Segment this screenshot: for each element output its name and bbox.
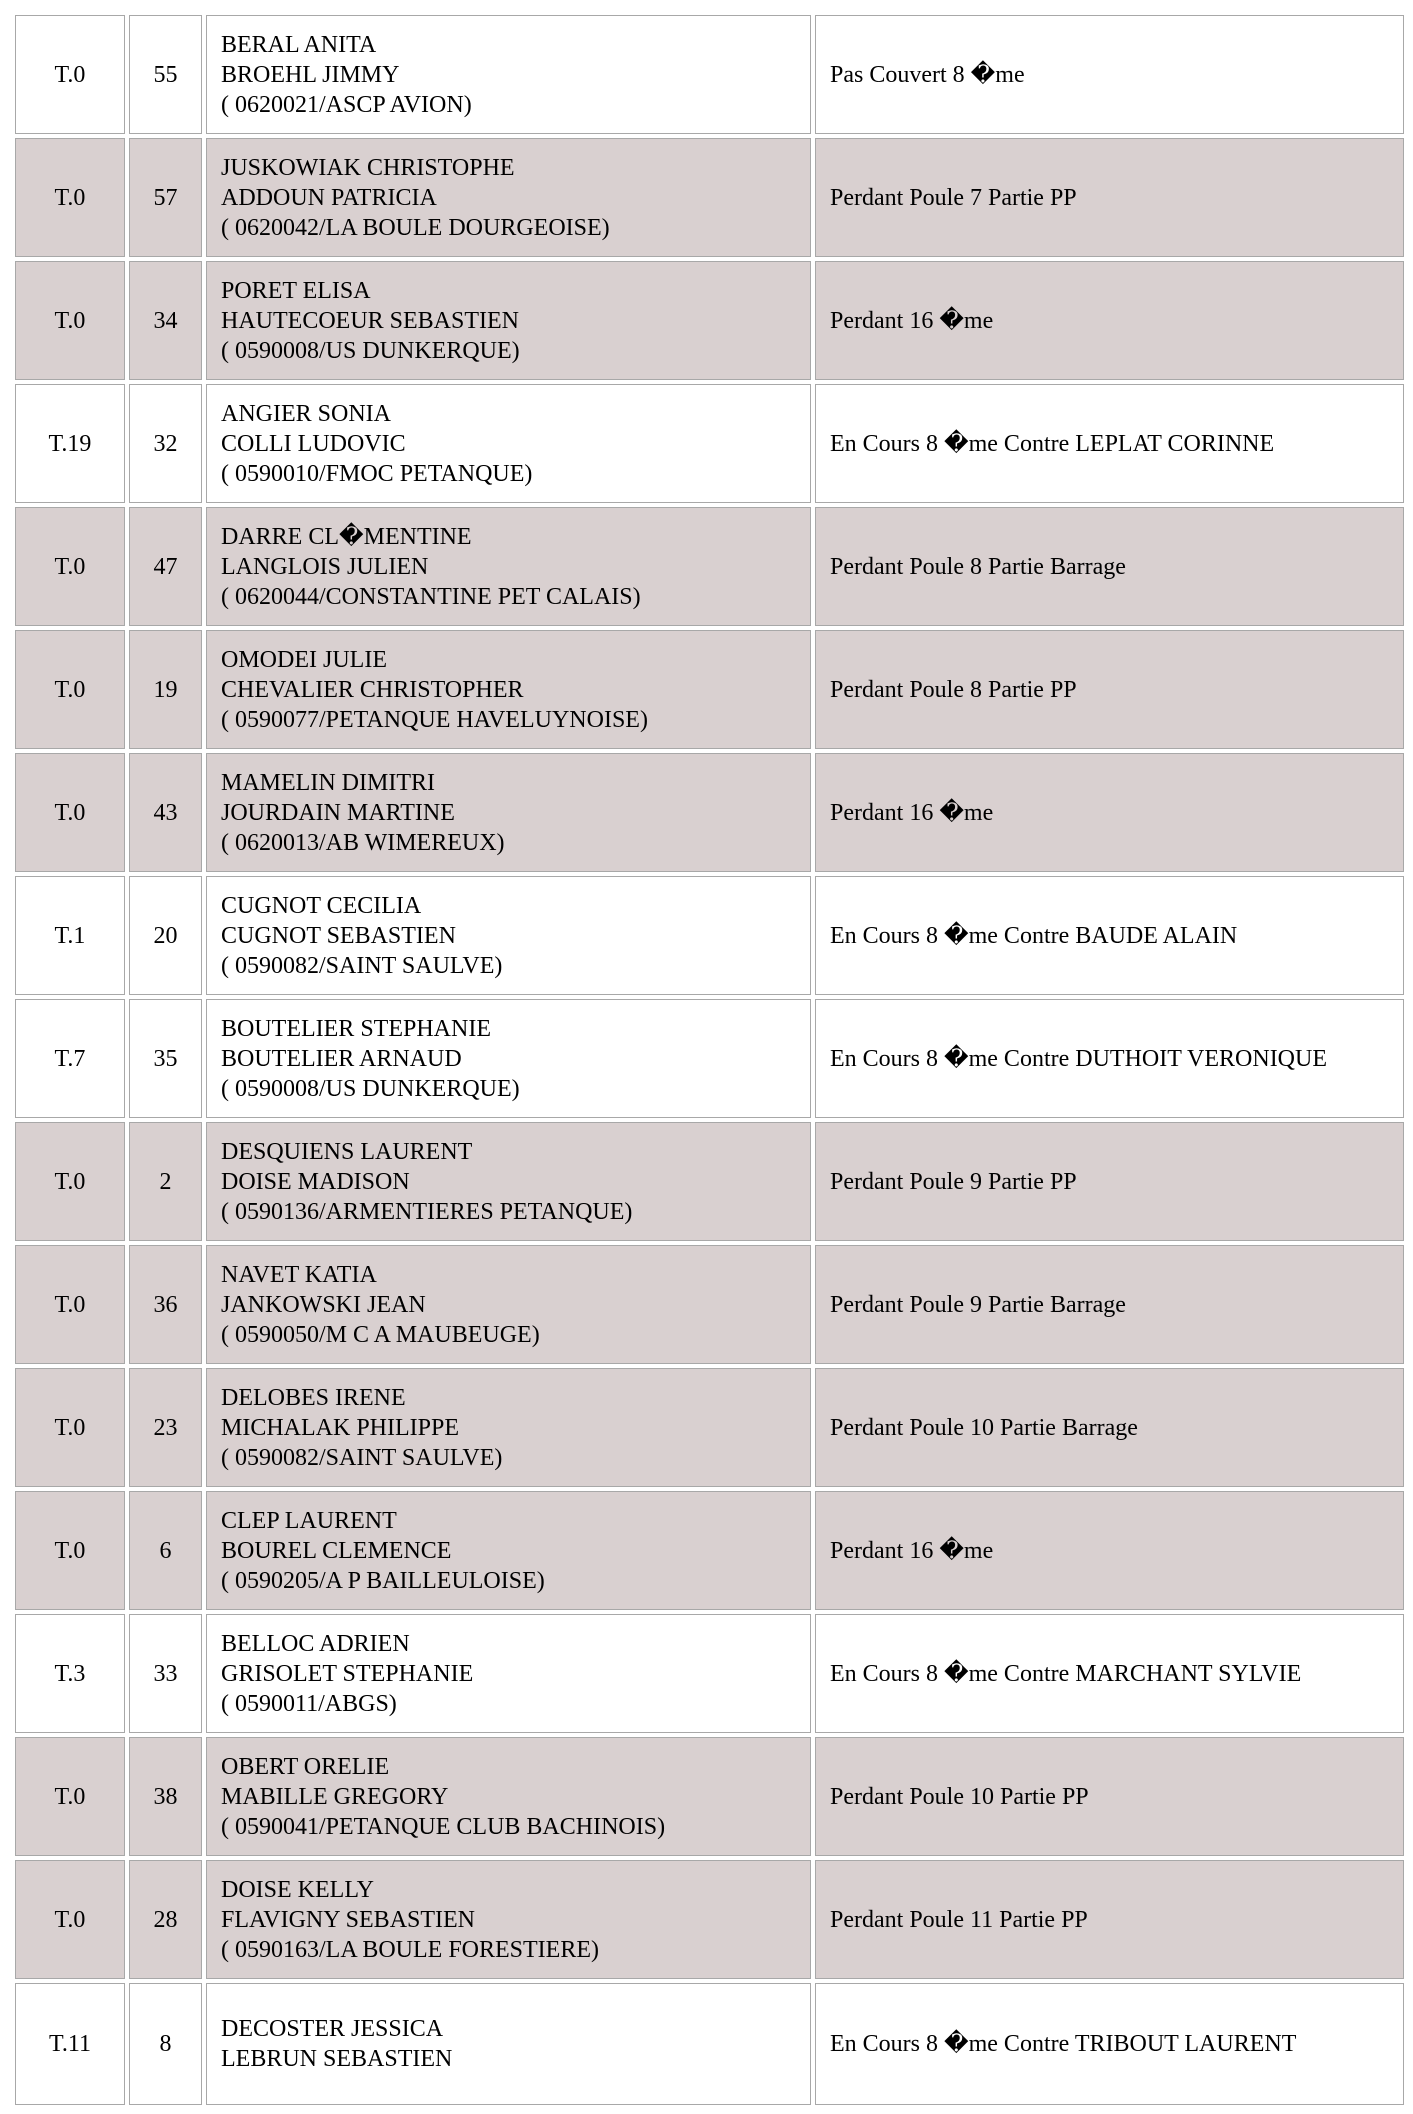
status-cell: Perdant 16 �me [815, 1491, 1404, 1610]
player-name: BOUTELIER STEPHANIE [221, 1015, 491, 1042]
club-name: ( 0590010/FMOC PETANQUE) [221, 460, 533, 487]
player-name: CUGNOT CECILIA [221, 892, 422, 919]
table-number-cell: T.11 [15, 1983, 125, 2105]
team-number-cell: 47 [129, 507, 202, 626]
team-number-cell: 43 [129, 753, 202, 872]
player-name: BROEHL JIMMY [221, 61, 400, 88]
player-name: GRISOLET STEPHANIE [221, 1660, 474, 1687]
player-name: DECOSTER JESSICA [221, 2016, 444, 2042]
table-row [15, 1368, 1404, 1487]
table-number-cell: T.0 [15, 1737, 125, 1856]
player-name: MABILLE GREGORY [221, 1783, 449, 1810]
team-number-cell: 36 [129, 1245, 202, 1364]
player-name: DESQUIENS LAURENT [221, 1138, 473, 1165]
player-name: OMODEI JULIE [221, 646, 387, 673]
table-number-cell: T.0 [15, 138, 125, 257]
player-name: BERAL ANITA [221, 31, 377, 58]
team-cell [206, 1368, 811, 1487]
table-number-cell: T.0 [15, 1860, 125, 1979]
team-number-cell: 2 [129, 1122, 202, 1241]
status-cell: Pas Couvert 8 �me [815, 15, 1404, 134]
player-name: COLLI LUDOVIC [221, 430, 406, 457]
team-cell [206, 15, 811, 134]
player-name: DOISE MADISON [221, 1168, 410, 1195]
table-row [15, 999, 1404, 1118]
table-number-cell: T.0 [15, 261, 125, 380]
table-row [15, 1614, 1404, 1733]
player-name: CLEP LAURENT [221, 1507, 397, 1534]
player-name: JOURDAIN MARTINE [221, 799, 455, 826]
status-cell: Perdant Poule 9 Partie PP [815, 1122, 1404, 1241]
team-number-cell: 34 [129, 261, 202, 380]
status-cell: Perdant Poule 10 Partie Barrage [815, 1368, 1404, 1487]
player-name: ANGIER SONIA [221, 400, 391, 427]
table-number-cell: T.7 [15, 999, 125, 1118]
team-number-cell: 28 [129, 1860, 202, 1979]
table-row [15, 15, 1404, 134]
team-number-cell: 38 [129, 1737, 202, 1856]
status-cell: Perdant Poule 8 Partie Barrage [815, 507, 1404, 626]
club-name: ( 0590163/LA BOULE FORESTIERE) [221, 1936, 599, 1963]
table-number-cell: T.19 [15, 384, 125, 503]
results-table [11, 11, 1408, 2109]
table-number-cell: T.0 [15, 15, 125, 134]
team-cell [206, 1983, 811, 2105]
status-cell: En Cours 8 �me Contre TRIBOUT LAURENT [815, 1983, 1404, 2105]
table-number-cell: T.3 [15, 1614, 125, 1733]
table-row [15, 1122, 1404, 1241]
player-name: NAVET KATIA [221, 1261, 377, 1288]
team-cell [206, 876, 811, 995]
player-name: PORET ELISA [221, 277, 371, 304]
player-name: FLAVIGNY SEBASTIEN [221, 1906, 476, 1933]
team-number-cell: 8 [129, 1983, 202, 2105]
team-cell [206, 753, 811, 872]
table-number-cell: T.0 [15, 507, 125, 626]
team-number-cell: 57 [129, 138, 202, 257]
team-number-cell: 20 [129, 876, 202, 995]
player-name: MICHALAK PHILIPPE [221, 1414, 460, 1441]
club-name: ( 0590205/A P BAILLEULOISE) [221, 1567, 545, 1594]
club-name: ( 0590011/ABGS) [221, 1690, 397, 1717]
club-name: ( 0590077/PETANQUE HAVELUYNOISE) [221, 706, 648, 733]
table-row [15, 1491, 1404, 1610]
table-row [15, 1737, 1404, 1856]
player-name: CHEVALIER CHRISTOPHER [221, 676, 524, 703]
player-name: BELLOC ADRIEN [221, 1630, 410, 1657]
team-cell [206, 1737, 811, 1856]
table-row [15, 1860, 1404, 1979]
team-number-cell: 32 [129, 384, 202, 503]
player-name: BOUTELIER ARNAUD [221, 1045, 462, 1072]
club-name: ( 0620021/ASCP AVION) [221, 91, 472, 118]
status-cell: Perdant Poule 8 Partie PP [815, 630, 1404, 749]
player-name: HAUTECOEUR SEBASTIEN [221, 307, 519, 334]
status-cell: Perdant Poule 11 Partie PP [815, 1860, 1404, 1979]
table-number-cell: T.1 [15, 876, 125, 995]
status-cell: En Cours 8 �me Contre LEPLAT CORINNE [815, 384, 1404, 503]
status-cell: En Cours 8 �me Contre BAUDE ALAIN [815, 876, 1404, 995]
club-name: ( 0590008/US DUNKERQUE) [221, 337, 520, 364]
player-name: LEBRUN SEBASTIEN [221, 2046, 453, 2072]
player-name: DELOBES IRENE [221, 1384, 406, 1411]
team-cell [206, 1860, 811, 1979]
status-cell: Perdant Poule 10 Partie PP [815, 1737, 1404, 1856]
club-name: ( 0590008/US DUNKERQUE) [221, 1075, 520, 1102]
team-number-cell: 6 [129, 1491, 202, 1610]
team-cell [206, 1614, 811, 1733]
status-cell: Perdant 16 �me [815, 261, 1404, 380]
club-name: ( 0620044/CONSTANTINE PET CALAIS) [221, 583, 641, 610]
player-name: CUGNOT SEBASTIEN [221, 922, 456, 949]
club-name: ( 0590082/SAINT SAULVE) [221, 1444, 503, 1471]
table-row [15, 384, 1404, 503]
team-number-cell: 55 [129, 15, 202, 134]
table-number-cell: T.0 [15, 1491, 125, 1610]
player-name: BOUREL CLEMENCE [221, 1537, 452, 1564]
club-name: ( 0590136/ARMENTIERES PETANQUE) [221, 1198, 633, 1225]
table-number-cell: T.0 [15, 1122, 125, 1241]
table-number-cell: T.0 [15, 753, 125, 872]
team-cell [206, 999, 811, 1118]
club-name: ( 0620042/LA BOULE DOURGEOISE) [221, 214, 610, 241]
player-name: JUSKOWIAK CHRISTOPHE [221, 154, 515, 181]
status-cell: Perdant Poule 9 Partie Barrage [815, 1245, 1404, 1364]
status-cell: En Cours 8 �me Contre DUTHOIT VERONIQUE [815, 999, 1404, 1118]
club-name: ( 0620013/AB WIMEREUX) [221, 829, 505, 856]
status-cell: Perdant Poule 7 Partie PP [815, 138, 1404, 257]
table-row [15, 1245, 1404, 1364]
team-cell [206, 138, 811, 257]
table-row [15, 753, 1404, 872]
table-row [15, 261, 1404, 380]
team-cell [206, 1122, 811, 1241]
table-number-cell: T.0 [15, 1245, 125, 1364]
table-row [15, 507, 1404, 626]
team-cell [206, 1245, 811, 1364]
club-name: ( 0590050/M C A MAUBEUGE) [221, 1321, 540, 1348]
player-name: LANGLOIS JULIEN [221, 553, 429, 580]
team-cell [206, 1491, 811, 1610]
table-row [15, 1983, 1404, 2105]
player-name: OBERT ORELIE [221, 1753, 390, 1780]
team-number-cell: 19 [129, 630, 202, 749]
team-number-cell: 33 [129, 1614, 202, 1733]
player-name: MAMELIN DIMITRI [221, 769, 435, 796]
table-row [15, 630, 1404, 749]
table-row [15, 876, 1404, 995]
status-cell: En Cours 8 �me Contre MARCHANT SYLVIE [815, 1614, 1404, 1733]
club-name: ( 0590082/SAINT SAULVE) [221, 952, 503, 979]
club-name: ( 0590041/PETANQUE CLUB BACHINOIS) [221, 1813, 666, 1840]
team-number-cell: 35 [129, 999, 202, 1118]
team-number-cell: 23 [129, 1368, 202, 1487]
team-cell [206, 507, 811, 626]
player-name: JANKOWSKI JEAN [221, 1291, 426, 1318]
table-number-cell: T.0 [15, 1368, 125, 1487]
team-cell [206, 384, 811, 503]
team-cell [206, 261, 811, 380]
results-body [15, 15, 1404, 2105]
team-cell [206, 630, 811, 749]
player-name: DOISE KELLY [221, 1876, 374, 1903]
player-name: DARRE CL�MENTINE [221, 523, 472, 550]
table-row [15, 138, 1404, 257]
table-number-cell: T.0 [15, 630, 125, 749]
player-name: ADDOUN PATRICIA [221, 184, 437, 211]
status-cell: Perdant 16 �me [815, 753, 1404, 872]
